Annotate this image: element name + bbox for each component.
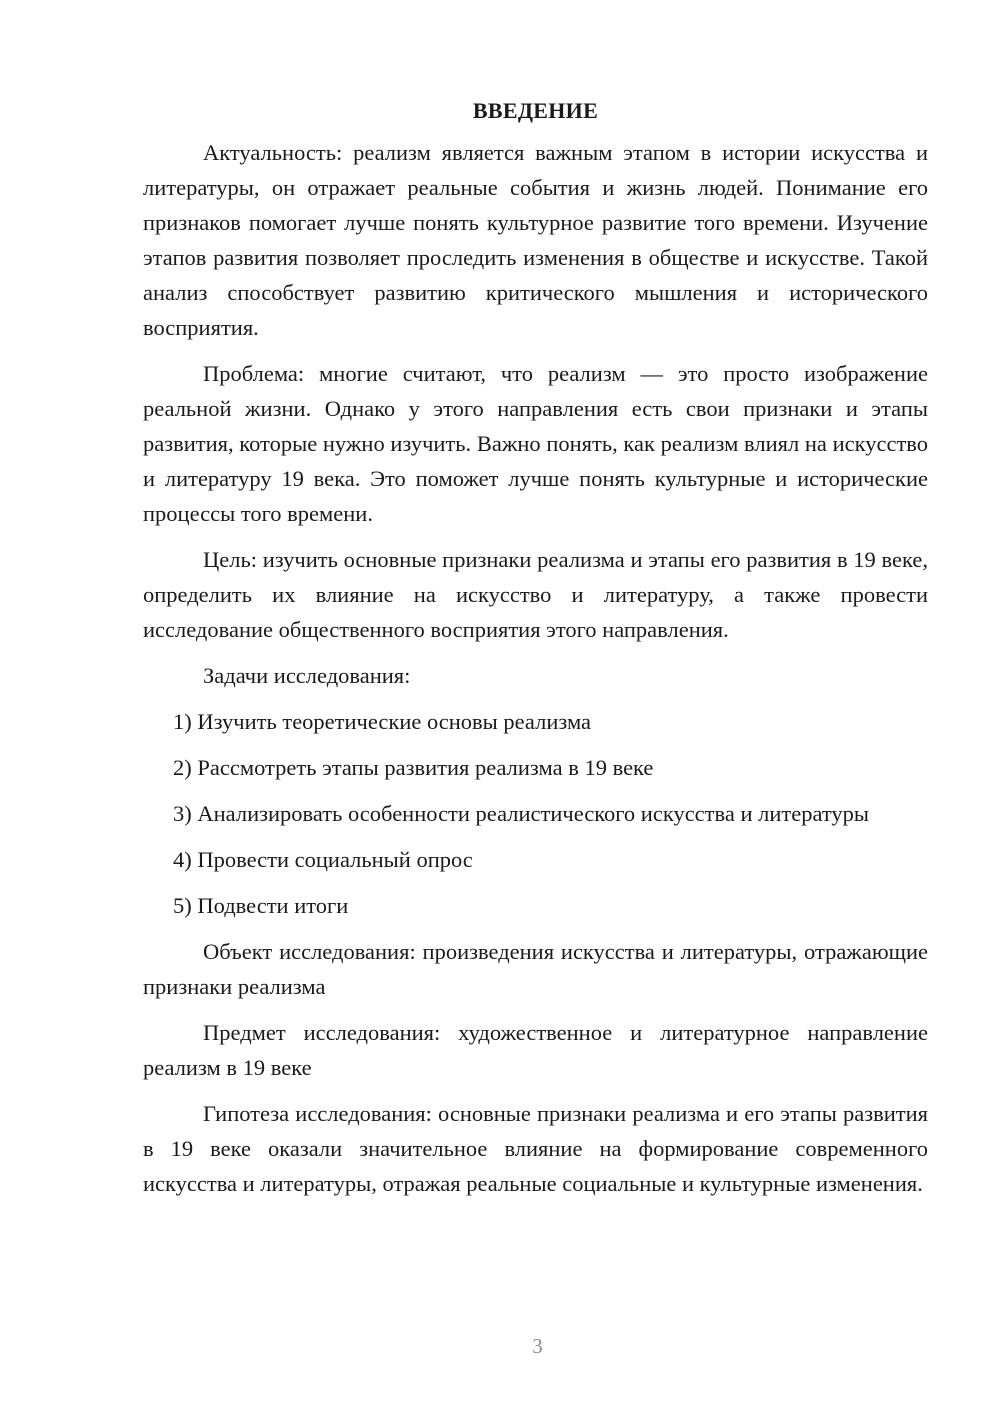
hypothesis-paragraph: Гипотеза исследования: основные признаки реализма и его этапы развития в 19 веке оказали значительное влияние на формирование современного искусства и литературы, отражая реальные социальные и культурные изменения. [143,1101,928,1196]
section-title: ВВЕДЕНИЕ [472,98,599,123]
list-item: 2) Рассмотреть этапы развития реализма в 19 веке [173,755,654,780]
goal-paragraph: Цель: изучить основные признаки реализма и этапы его развития в 19 веке, определить их влияние на искусство и литературу, а также провести исследование общественного восприятия этого направления. [143,547,928,642]
page-number: 3 [532,1334,543,1358]
problem-paragraph: Проблема: многие считают, что реализм — это просто изображение реальной жизни. Однако у этого направления есть свои признаки и этапы развития, которые нужно изучить. Важно понять, как реализм влиял на искусство и литературу 19 века. Это поможет лучше понять культурные и исторические процессы того времени. [143,361,928,526]
list-item: 3) Анализировать особенности реалистического искусства и литературы [173,801,870,826]
tasks-heading: Задачи исследования: [203,663,411,688]
list-item: 4) Провести социальный опрос [173,847,473,872]
research-object-paragraph: Объект исследования: произведения искусства и литературы, отражающие признаки реализма [143,939,928,999]
research-subject-paragraph: Предмет исследования: художественное и литературное направление реализм в 19 веке [143,1020,928,1080]
list-item: 1) Изучить теоретические основы реализма [173,709,592,734]
relevance-paragraph: Актуальность: реализм является важным этапом в истории искусства и литературы, он отражает реальные события и жизнь людей. Понимание его признаков помогает лучше понять культурное развитие того времени. Изучение этапов развития позволяет проследить изменения в обществе и искусстве. Такой анализ способствует развитию критического мышления и исторического восприятия. [143,140,928,340]
document-body [143,93,928,1212]
tasks-list [143,704,928,923]
list-item: 5) Подвести итоги [173,893,349,918]
